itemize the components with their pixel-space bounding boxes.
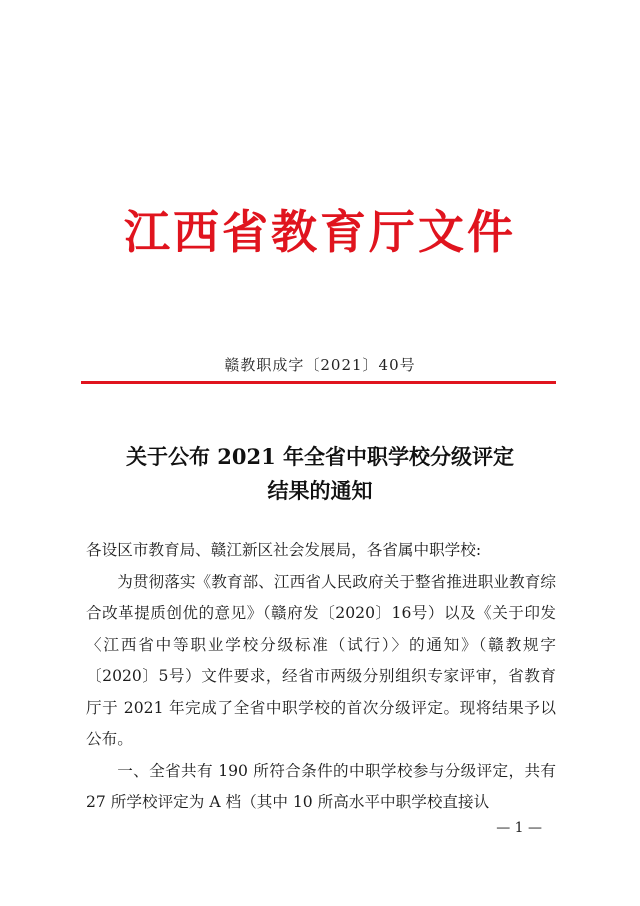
document-number: 赣教职成字〔2021〕40号 bbox=[224, 356, 416, 374]
notice-title-line-2: 结果的通知 bbox=[267, 478, 373, 503]
document-header-title: 江西省教育厅文件 bbox=[124, 205, 516, 259]
addressee-line: 各设区市教育局、赣江新区社会发展局，各省属中职学校: bbox=[86, 541, 482, 559]
red-divider-line bbox=[81, 381, 556, 384]
body-paragraph-1: 为贯彻落实《教育部、江西省人民政府关于整省推进职业教育综合改革提质创优的意见》（赣府发〔2020〕16号）以及《关于印发〈江西省中等职业学校分级标准（试行）〉的通知》（赣教规字〔2020〕5号）文件要求，经省市两级分别组织专家评审，省教育厅于 2021 年完成了全省中职学校的首次分级评定。现将结果予以公布。 bbox=[86, 572, 556, 748]
notice-title bbox=[0, 440, 640, 508]
page-number: — 1 — bbox=[496, 820, 542, 836]
document-body bbox=[86, 535, 556, 819]
body-paragraph-2: 一、全省共有 190 所符合条件的中职学校参与分级评定，共有 27 所学校评定为 A 档（其中 10 所高水平中职学校直接认 bbox=[86, 761, 556, 811]
notice-title-line-1: 关于公布 2021 年全省中职学校分级评定 bbox=[125, 444, 515, 469]
